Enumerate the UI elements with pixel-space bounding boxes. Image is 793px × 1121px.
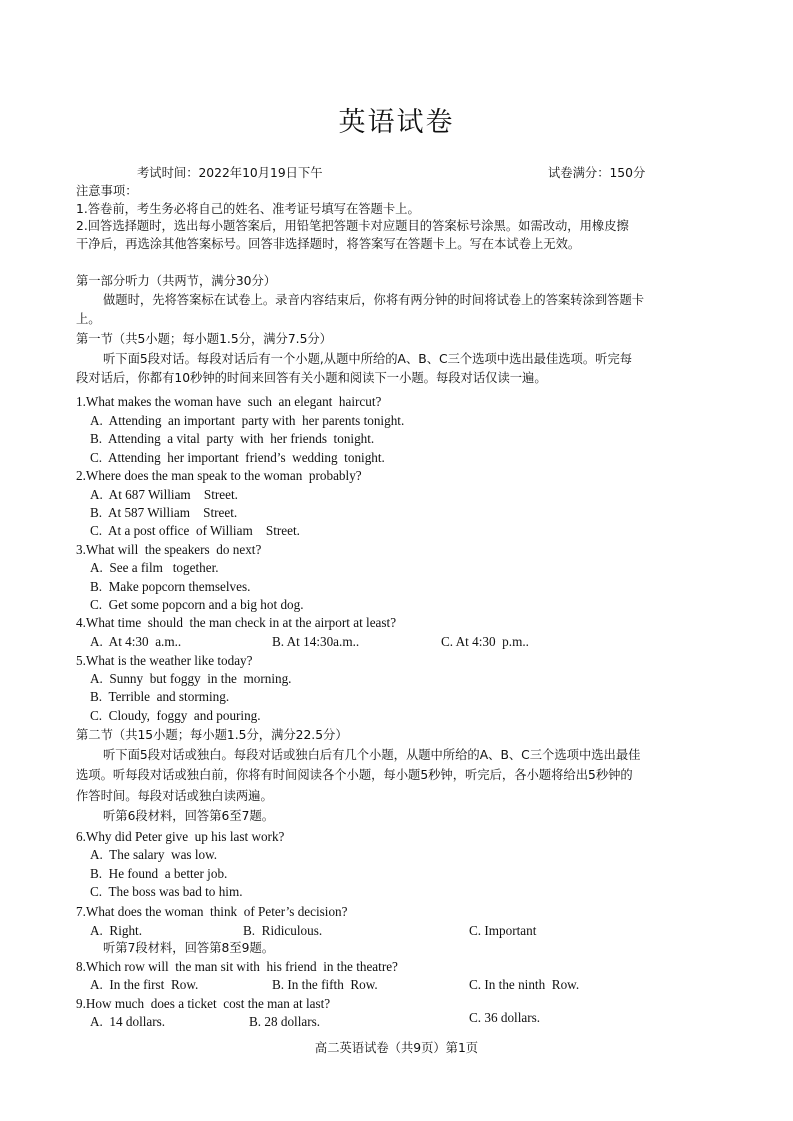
question-stem: 5.What is the weather like today? [76, 653, 253, 668]
option-b: B. Ridiculous. [243, 923, 323, 938]
option-a: A. Right. [90, 923, 143, 938]
page-footer: 高二英语试卷（共9页）第1页 [314, 1041, 479, 1055]
option-c: C. At 4:30 p.m.. [441, 634, 529, 649]
option-c: C. Get some popcorn and a big hot dog. [90, 597, 304, 612]
option-c: C. At a post office of William Street. [90, 523, 300, 538]
question-stem: 3.What will the speakers do next? [76, 542, 262, 557]
part1-heading: 第一部分听力（共两节，满分30分） [76, 274, 277, 288]
option-a: A. In the first Row. [90, 977, 199, 992]
notice-item-2-line-2: 干净后，再选涂其他答案标号。回答非选择题时，将答案写在答题卡上。写在本试卷上无效。 [76, 237, 581, 251]
option-b: B. He found a better job. [90, 866, 228, 881]
option-b: B. In the fifth Row. [272, 977, 378, 992]
section2-intro-line-3: 作答时间。每段对话或独白读两遍。 [76, 789, 273, 803]
section2-intro-line-1: 听下面5段对话或独白。每段对话或独白后有几个小题，从题中所给的A、B、C三个选项中选出最佳 [103, 748, 641, 762]
option-a: A. At 4:30 a.m.. [90, 634, 182, 649]
question-stem: 9.How much does a ticket cost the man at last? [76, 996, 331, 1011]
option-c: C. The boss was bad to him. [90, 884, 243, 899]
section2-heading: 第二节（共15小题；每小题1.5分，满分22.5分） [76, 728, 348, 742]
option-b: B. At 14:30a.m.. [272, 634, 360, 649]
option-c: C. Cloudy, foggy and pouring. [90, 708, 261, 723]
option-a: A. At 687 William Street. [90, 487, 238, 502]
option-a: A. Sunny but foggy in the morning. [90, 671, 292, 686]
section2-intro-line-2: 选项。听每段对话或独白前，你将有时间阅读各个小题，每小题5秒钟，听完后，各小题将给出5秒钟的 [76, 768, 633, 782]
part1-intro-line-1: 做题时，先将答案标在试卷上。录音内容结束后，你将有两分钟的时间将试卷上的答案转涂到答题卡 [103, 293, 645, 307]
option-b: B. Terrible and storming. [90, 689, 230, 704]
notice-heading: 注意事项： [76, 184, 138, 198]
option-a: A. Attending an important party with her parents tonight. [90, 413, 405, 428]
question-stem: 4.What time should the man check in at the airport at least? [76, 615, 397, 630]
section1-intro-line-1: 听下面5段对话。每段对话后有一个小题,从题中所给的A、B、C三个选项中选出最佳选项。听完每 [103, 352, 633, 366]
option-c: C. In the ninth Row. [469, 977, 580, 992]
question-stem: 2.Where does the man speak to the woman probably? [76, 468, 362, 483]
notice-item-1: 1.答卷前，考生务必将自己的姓名、准考证号填写在答题卡上。 [76, 202, 420, 216]
option-a: A. The salary was low. [90, 847, 218, 862]
material-6-instruction: 听第6段材料，回答第6至7题。 [103, 809, 275, 823]
option-c: C. Attending her important friend’s wedding tonight. [90, 450, 385, 465]
material-7-instruction: 听第7段材料，回答第8至9题。 [103, 941, 275, 955]
option-a: A. See a film together. [90, 560, 219, 575]
question-stem: 6.Why did Peter give up his last work? [76, 829, 285, 844]
exam-time: 考试时间：2022年10月19日下午 [137, 166, 323, 180]
question-stem: 7.What does the woman think of Peter’s decision? [76, 904, 348, 919]
section1-heading: 第一节（共5小题；每小题1.5分，满分7.5分） [76, 332, 332, 346]
option-c: C. 36 dollars. [469, 1010, 541, 1025]
option-b: B. Make popcorn themselves. [90, 579, 251, 594]
section1-intro-line-2: 段对话后，你都有10秒钟的时间来回答有关小题和阅读下一小题。每段对话仅读一遍。 [76, 371, 547, 385]
option-a: A. 14 dollars. [90, 1014, 166, 1029]
page-title: 英语试卷 [338, 107, 455, 138]
option-c: C. Important [469, 923, 537, 938]
option-b: B. Attending a vital party with her friends tonight. [90, 431, 375, 446]
option-b: B. At 587 William Street. [90, 505, 238, 520]
question-stem: 8.Which row will the man sit with his friend in the theatre? [76, 959, 398, 974]
question-stem: 1.What makes the woman have such an elegant haircut? [76, 394, 382, 409]
part1-intro-line-2: 上。 [76, 312, 101, 326]
option-b: B. 28 dollars. [249, 1014, 321, 1029]
notice-item-2-line-1: 2.回答选择题时，选出每小题答案后，用铅笔把答题卡对应题目的答案标号涂黑。如需改动，用橡皮擦 [76, 219, 629, 233]
exam-score: 试卷满分：150分 [548, 166, 646, 180]
